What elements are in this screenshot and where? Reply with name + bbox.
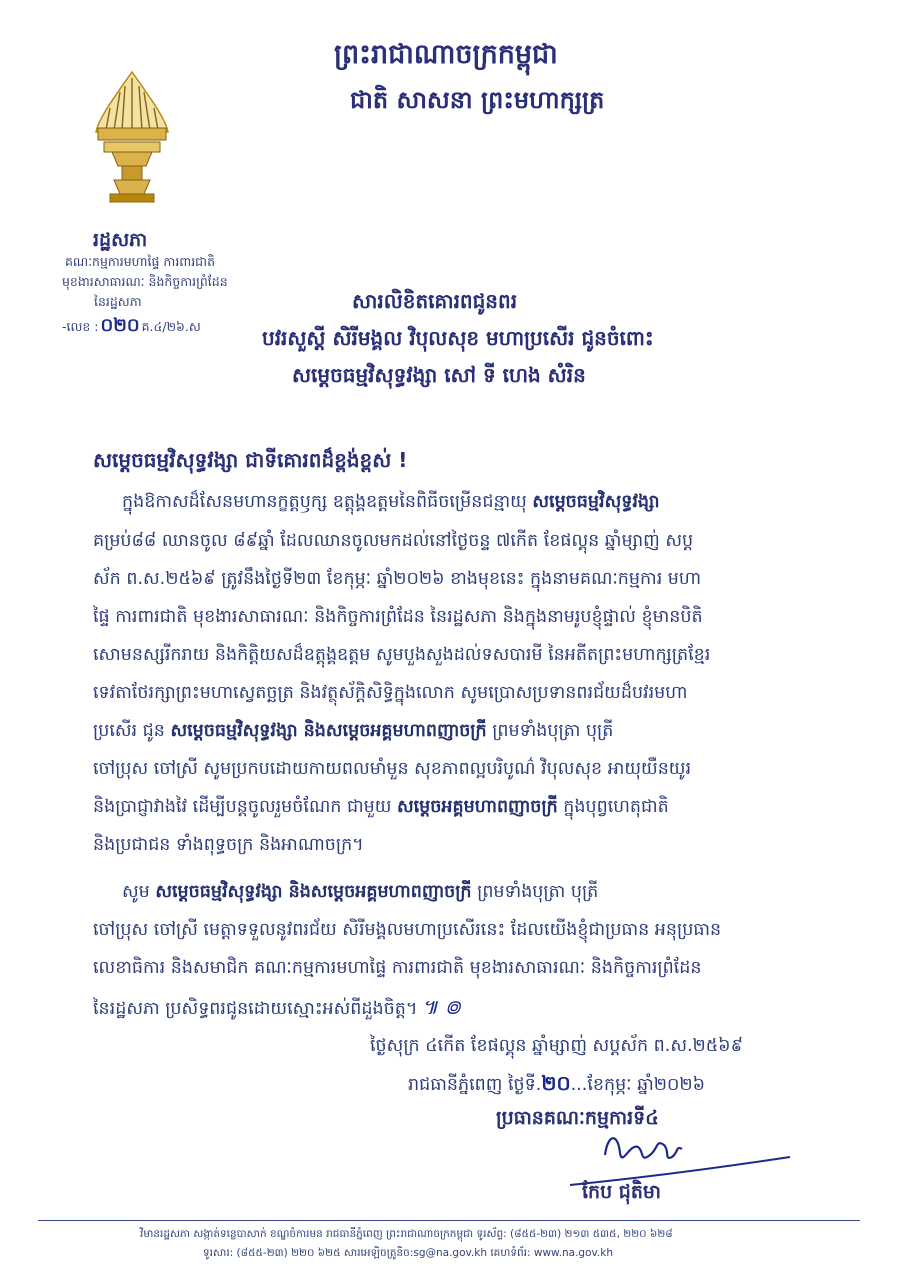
place-prefix: រាជធានីភ្នំពេញ ថ្ងៃទី.: [408, 1075, 542, 1095]
committee-line-2: មុខងារសាធារណៈ និងកិច្ចការព្រំដែន: [62, 274, 228, 289]
p1-text: ក្នុងឱកាសដ៏សែនមហានក្ខត្តឫក្ស ឧត្តុង្គឧត្តមនៃពិធីចម្រើនជន្មាយុ: [122, 492, 533, 512]
p1-emphasis: សម្តេចអគ្គមហាពញាចក្រី: [396, 797, 558, 817]
p2-emphasis: សម្តេចធម្មវិសុទ្ធវង្សា និងសម្តេចអគ្គមហាពញាចក្រី: [155, 882, 472, 902]
p1-text: ព្រមទាំងបុត្រា បុត្រី: [486, 721, 614, 741]
p1-line-5: សោមនស្សរីករាយ និងកិត្តិយសដ៏ឧត្តុង្គឧត្តម សូមបួងសួងដល់ទសបារមី នៃអតីតព្រះមហាក្សត្រខ្មែរ: [93, 645, 711, 665]
p2-line-1: [122, 880, 598, 906]
kingdom-heading: ព្រះរាជាណាចក្រកម្ពុជា: [334, 39, 558, 70]
p2-text: សូម: [122, 882, 156, 902]
handwritten-day: ២០: [541, 1071, 571, 1095]
p1-line-2: គម្រប់៨៨ ឈានចូល ៨៩ឆ្នាំ ដែលឈានចូលមកដល់នៅថ្ងៃចន្ទ ៧កើត ខែផល្គុន ឆ្នាំម្សាញ់ សប្ត: [93, 531, 694, 551]
place-and-date: [408, 1070, 705, 1100]
parliament-emblem-icon: [92, 70, 172, 210]
p1-emphasis: សម្តេចធម្មវិសុទ្ធវង្សា និងសម្តេចអគ្គមហាពញាចក្រី: [170, 721, 487, 741]
p1-line-1: [122, 490, 660, 516]
footer-contact: ទូរសារ: (៨៥៥-២៣) ២២០ ៦២៥ សារអេឡិចត្រូនិច:sg@na.gov.kh គេហទំព័រ: www.na.gov.kh: [203, 1247, 613, 1259]
p1-text: ក្នុងបុព្វហេតុជាតិ: [557, 797, 669, 817]
p1-line-7: [93, 719, 613, 745]
p1-line-6: ទេវតាថែរក្សាព្រះមហាស្វេតច្ឆត្រ និងវត្ថុស័ក្តិសិទ្ធិក្នុងលោក សូមប្រោសប្រទានពរជ័យដ៏បវរមហា: [93, 683, 688, 703]
ref-number: ០២០: [100, 315, 140, 336]
signer-name: កែប ជុតិមា: [582, 1181, 661, 1203]
footer-divider: [38, 1220, 860, 1221]
place-suffix: ...ខែកុម្ភៈ ឆ្នាំ២០២៦: [570, 1075, 706, 1095]
p1-line-3: ស័ក ព.ស.២៥៦៩ ត្រូវនឹងថ្ងៃទី២៣ ខែកុម្ភៈ ឆ្នាំ២០២៦ ខាងមុខនេះ ក្នុងនាមគណៈកម្មការ មហា: [93, 569, 702, 589]
national-motto: ជាតិ សាសនា ព្រះមហាក្សត្រ: [350, 86, 605, 114]
lunar-date: ថ្ងៃសុក្រ ៤កើត ខែផល្គុន ឆ្នាំម្សាញ់ សប្តស័ក ព.ស.២៥៦៩: [370, 1036, 743, 1056]
p2-text: នៃរដ្ឋសភា ប្រសិទ្ធពរជូនដោយស្មោះអស់ពីដួងចិត្ត។: [93, 999, 418, 1019]
p2-line-4: [93, 994, 461, 1024]
letter-addressee: សម្តេចធម្មវិសុទ្ធវង្សា សៅ ទី ហេង សំរិន: [292, 363, 586, 387]
p1-line-9: [93, 795, 669, 821]
signer-position: ប្រធានគណៈកម្មការទី៤: [496, 1107, 659, 1129]
ref-suffix: គ.៤/២៦.ស: [141, 319, 201, 334]
reference-number: [62, 313, 201, 340]
p1-text: ប្រសើរ ជូន: [93, 721, 171, 741]
committee-line-3: នៃរដ្ឋសភា: [94, 294, 142, 309]
p1-text: និងប្រាជ្ញាវាងវៃ ដើម្បីបន្តចូលរួមចំណែក ជាមួយ: [93, 797, 397, 817]
letter-subtitle: បវរសួស្តី សិរីមង្គល វិបុលសុខ មហាប្រសើរ ជូនចំពោះ: [262, 326, 654, 350]
ref-prefix: -លេខ :: [62, 319, 99, 334]
p1-emphasis: សម្តេចធម្មវិសុទ្ធវង្សា: [532, 492, 660, 512]
p1-line-4: ផ្ទៃ ការពារជាតិ មុខងារសាធារណៈ និងកិច្ចការព្រំដែន នៃរដ្ឋសភា និងក្នុងនាមរូបខ្ញុំផ្ទាល់ ខ្ញុំមានបិតិ: [93, 607, 703, 627]
handwritten-closing-mark: ៕ ៙: [421, 995, 461, 1019]
p1-line-10: និងប្រជាជន ទាំងពុទ្ធចក្រ និងអាណាចក្រ។: [93, 835, 364, 855]
p1-line-8: ចៅប្រុស ចៅស្រី សូមប្រកបដោយកាយពលមាំមួន សុខភាពល្អបរិបូណ៌ វិបុលសុខ អាយុយឺនយូរ: [93, 759, 692, 779]
p2-line-2: ចៅប្រុស ចៅស្រី មេត្តាទទួលនូវពរជ័យ សិរីមង្គលមហាប្រសើរនេះ ដែលយើងខ្ញុំជាប្រធាន អនុប្រធាន: [93, 920, 722, 940]
institution-name: រដ្ឋសភា: [93, 229, 148, 251]
p2-line-3: លេខាធិការ និងសមាជិក គណៈកម្មការមហាផ្ទៃ ការពារជាតិ មុខងារសាធារណៈ និងកិច្ចការព្រំដែន: [93, 958, 702, 978]
letter-title: សារលិខិតគោរពជូនពរ: [352, 289, 518, 313]
footer-address: វិមានរដ្ឋសភា សង្កាត់ទន្លេបាសាក់ ខណ្ឌចំការមន រាជធានីភ្នំពេញ ព្រះរាជាណាចក្រកម្ពុជា ទូរស័ព្ទ: (៨៥៥-២៣) ២១៣ ៥៣៥, ២២០ ៦២៨: [140, 1228, 673, 1240]
p2-text: ព្រមទាំងបុត្រា បុត្រី: [471, 882, 599, 902]
salutation: សម្តេចធម្មវិសុទ្ធវង្សា ជាទីគោរពដ៏ខ្ពង់ខ្ពស់ !: [93, 448, 408, 472]
committee-line-1: គណៈកម្មការមហាផ្ទៃ ការពារជាតិ: [65, 254, 215, 269]
